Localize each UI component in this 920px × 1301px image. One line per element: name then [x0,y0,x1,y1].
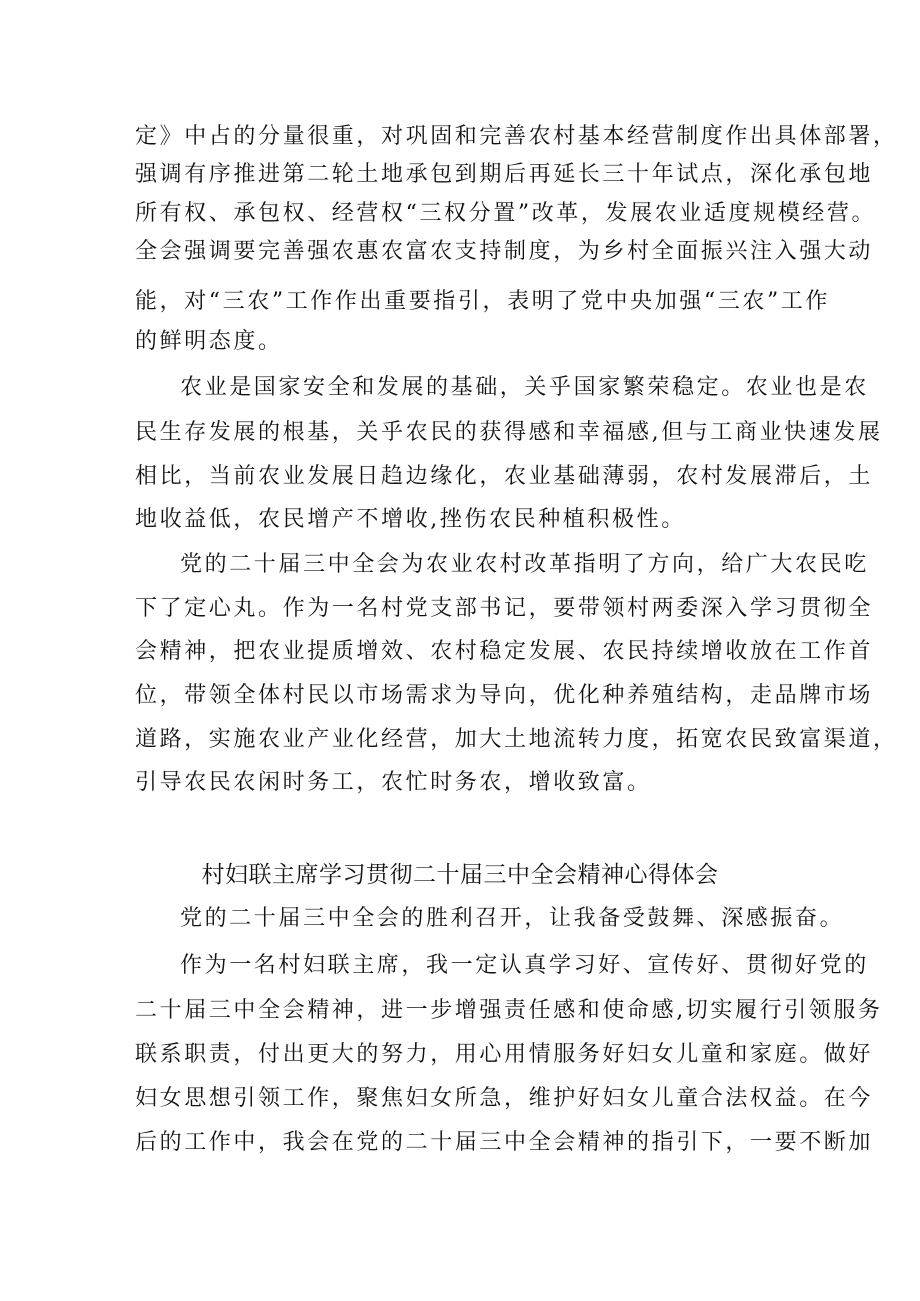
paragraph-line: 地收益低，农民增产不增收,挫伤农民种植积极性。 [135,507,686,532]
paragraph-line: 定》中占的分量很重，对巩固和完善农村基本经营制度作出具体部署， [135,124,898,149]
paragraph-line: 的鲜明态度。 [135,329,283,354]
paragraph-line: 联系职责，付出更大的努力，用心用情服务好妇女儿童和家庭。做好 [135,1042,874,1067]
paragraph-line: 农业是国家安全和发展的基础，关乎国家繁荣稳定。农业也是农 [180,375,869,400]
paragraph-line: 能，对“三农”工作作出重要指引，表明了党中央加强“三农”工作 [135,289,830,314]
paragraph-line: 妇女思想引领工作，聚焦妇女所急，维护好妇女儿童合法权益。在今 [135,1086,874,1111]
section-title: 村妇联主席学习贯彻二十届三中全会精神心得体会 [201,862,719,888]
paragraph-line: 引导农民农闲时务工，农忙时务农，增收致富。 [135,770,652,795]
paragraph-line: 党的二十届三中全会的胜利召开，让我备受鼓舞、深感振奋。 [180,906,845,931]
paragraph-line: 党的二十届三中全会为农业农村改革指明了方向，给广大农民吃 [180,552,869,577]
paragraph-line: 民生存发展的根基，关乎农民的获得感和幸福感,但与工商业快速发展 [135,420,883,445]
paragraph-line: 作为一名村妇联主席，我一定认真学习好、宣传好、贯彻好党的 [180,953,869,978]
paragraph-line: 下了定心丸。作为一名村党支部书记，要带领村两委深入学习贯彻全 [135,596,874,621]
paragraph-line: 位，带领全体村民以市场需求为导向，优化种养殖结构，走品牌市场 [135,683,874,708]
paragraph-line: 会精神，把农业提质增效、农村稳定发展、农民持续增收放在工作首 [135,639,874,664]
paragraph-line: 强调有序推进第二轮土地承包到期后再延长三十年试点，深化承包地 [135,162,874,187]
paragraph-line: 二十届三中全会精神，进一步增强责任感和使命感,切实履行引领服务 [135,998,883,1023]
paragraph-line: 全会强调要完善强农惠农富农支持制度，为乡村全面振兴注入强大动 [135,239,874,264]
paragraph-line: 所有权、承包权、经营权“三权分置”改革，发展农业适度规模经营。 [135,201,877,226]
paragraph-line: 相比，当前农业发展日趋边缘化，农业基础薄弱，农村发展滞后，土 [135,464,874,489]
paragraph-line: 后的工作中，我会在党的二十届三中全会精神的指引下，一要不断加 [135,1130,874,1155]
paragraph-line: 道路，实施农业产业化经营，加大土地流转力度，拓宽农民致富渠道， [135,727,898,752]
